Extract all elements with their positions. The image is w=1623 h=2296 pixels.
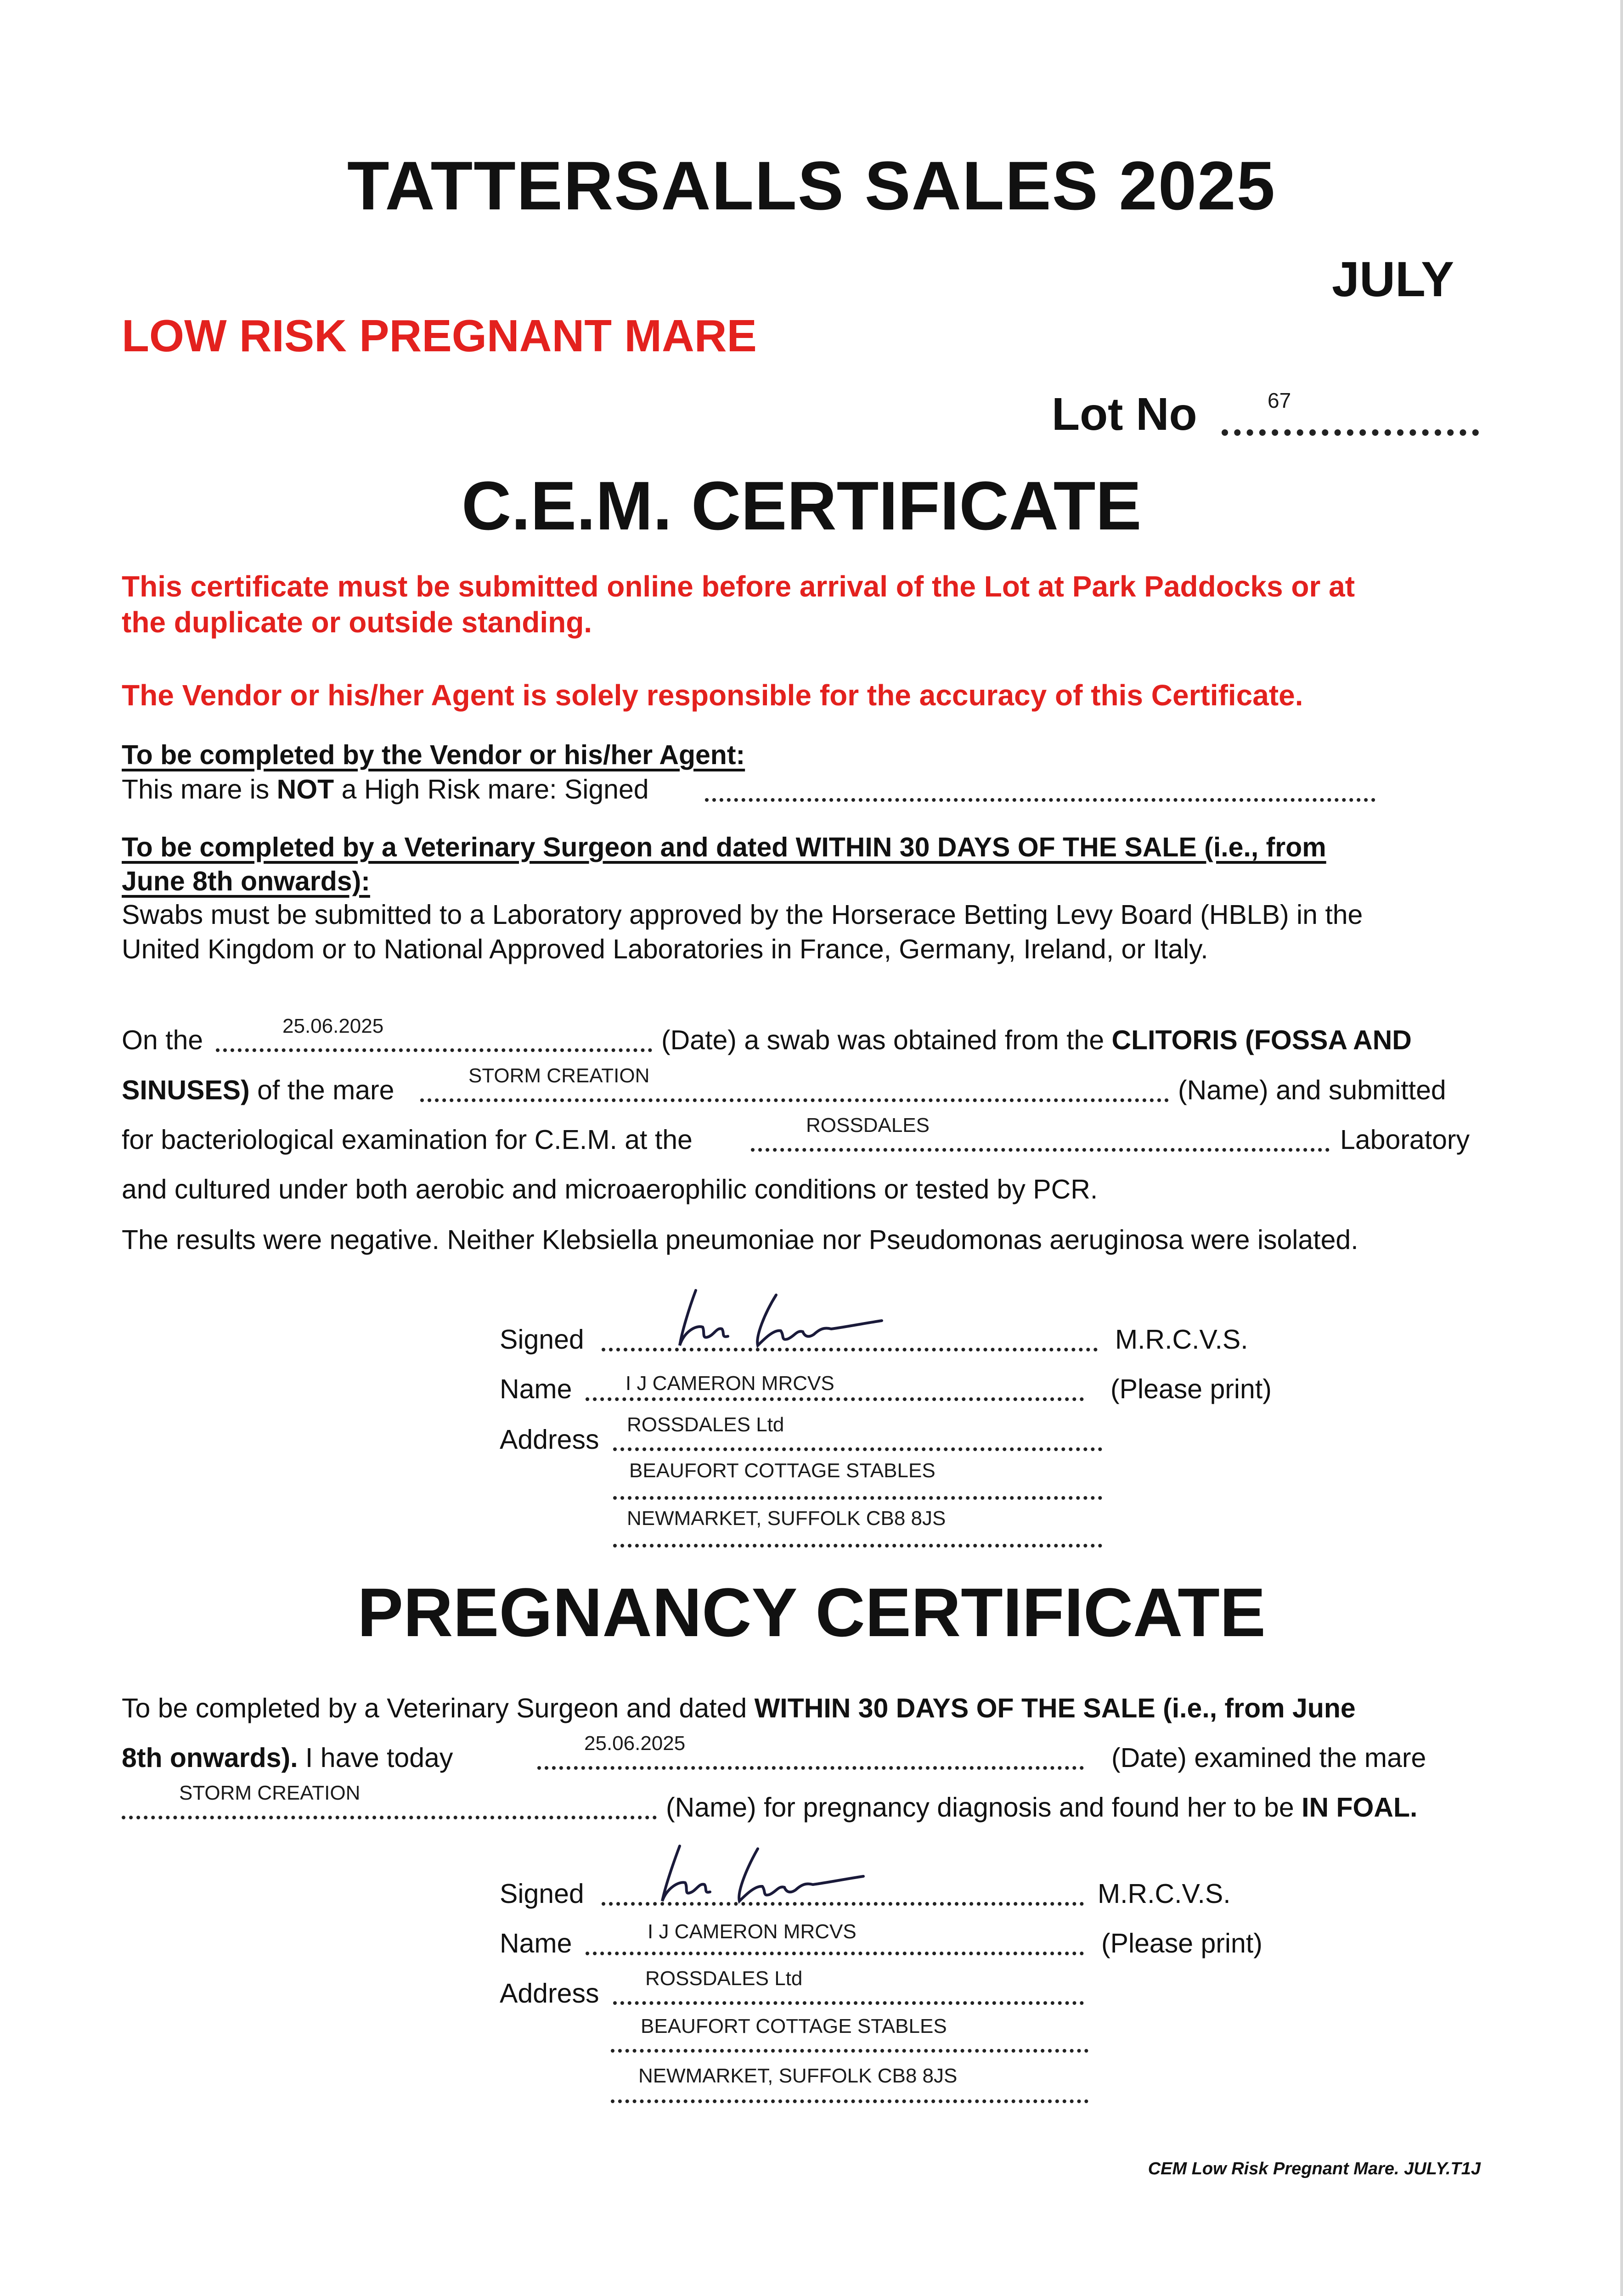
cem-vet-signature	[671, 1281, 891, 1359]
swabs-line2: United Kingdom or to National Approved Laboratories in France, Germany, Ireland, or Italy.	[122, 934, 1208, 964]
culture-text: and cultured under both aerobic and microaerophilic conditions or tested by PCR.	[122, 1174, 1098, 1204]
cem-address-line1-dots	[613, 1447, 1102, 1451]
lot-label: Lot No	[1052, 388, 1197, 440]
pregnancy-title: PREGNANCY CERTIFICATE	[357, 1574, 1266, 1651]
laboratory-line	[751, 1148, 1330, 1152]
cem-please-print: (Please print)	[1110, 1374, 1272, 1404]
certificate-category: LOW RISK PREGNANT MARE	[122, 310, 757, 361]
laboratory-name: ROSSDALES	[806, 1114, 930, 1137]
swab-date: 25.06.2025	[282, 1015, 384, 1037]
preg-address-line2-dots	[611, 2049, 1088, 2053]
swabs-line1: Swabs must be submitted to a Laboratory approved by the Horserace Betting Levy Board (HBLB) in the	[122, 900, 1363, 930]
cem-address-line3-dots	[613, 1544, 1102, 1548]
pregnancy-date: 25.06.2025	[584, 1732, 686, 1755]
scan-edge	[1620, 0, 1623, 2296]
preg-vet-signature	[652, 1837, 873, 1915]
pregnancy-date-line	[537, 1766, 1084, 1770]
name-submitted-text: (Name) and submitted	[1178, 1075, 1446, 1105]
cem-address-label: Address	[500, 1424, 599, 1455]
laboratory-suffix: Laboratory	[1340, 1125, 1470, 1155]
preg-address-line3-dots	[611, 2099, 1088, 2103]
preg-name-line	[586, 1952, 1084, 1955]
swab-date-line	[216, 1048, 652, 1052]
preg-address-line1: ROSSDALES Ltd	[645, 1967, 803, 1990]
mare-label: SINUSES) of the mare	[122, 1075, 394, 1105]
submission-notice-line1: This certificate must be submitted online before arrival of the Lot at Park Paddocks or at	[122, 570, 1355, 603]
swab-site-text: (Date) a swab was obtained from the CLITORIS (FOSSA AND	[661, 1025, 1412, 1055]
cem-address-line2: BEAUFORT COTTAGE STABLES	[629, 1459, 935, 1482]
mare-name: STORM CREATION	[468, 1064, 650, 1087]
preg-mrcvs: M.R.C.V.S.	[1098, 1879, 1231, 1909]
pregnancy-line2: 8th onwards). I have today	[122, 1743, 453, 1773]
preg-please-print: (Please print)	[1101, 1928, 1262, 1958]
vendor-signature-line	[705, 798, 1375, 802]
mare-name-line	[420, 1098, 1169, 1102]
lot-number: 67	[1268, 388, 1291, 412]
pregnancy-line2-suffix: (Date) examined the mare	[1111, 1743, 1426, 1773]
preg-address-line3: NEWMARKET, SUFFOLK CB8 8JS	[638, 2065, 958, 2087]
submission-notice-line2: the duplicate or outside standing.	[122, 606, 592, 639]
preg-address-line2: BEAUFORT COTTAGE STABLES	[641, 2015, 947, 2037]
vet-heading-line2: June 8th onwards):	[122, 866, 370, 896]
form-code: CEM Low Risk Pregnant Mare. JULY.T1J	[1148, 2159, 1481, 2178]
on-the-label: On the	[122, 1025, 203, 1055]
vendor-heading: To be completed by the Vendor or his/her Agent:	[122, 740, 745, 770]
vendor-statement: This mare is NOT a High Risk mare: Signed	[122, 774, 649, 805]
vet-heading-line1: To be completed by a Veterinary Surgeon and dated WITHIN 30 DAYS OF THE SALE (i.e., from	[122, 832, 1326, 862]
pregnancy-mare-name: STORM CREATION	[179, 1782, 361, 1804]
preg-signed-label: Signed	[500, 1879, 584, 1909]
preg-address-line1-dots	[613, 2001, 1084, 2005]
cem-address-line2-dots	[613, 1496, 1102, 1500]
sale-title: TATTERSALLS SALES 2025	[347, 147, 1276, 224]
cem-name-line	[586, 1397, 1084, 1401]
sale-month: JULY	[1332, 251, 1454, 307]
cem-name-label: Name	[500, 1374, 572, 1404]
cem-vet-name: I J CAMERON MRCVS	[626, 1372, 834, 1395]
results-text: The results were negative. Neither Klebsiella pneumoniae nor Pseudomonas aeruginosa were isolated.	[122, 1225, 1358, 1255]
bacteriological-text: for bacteriological examination for C.E.M. at the	[122, 1125, 693, 1155]
cem-signed-label: Signed	[500, 1324, 584, 1355]
preg-vet-name: I J CAMERON MRCVS	[648, 1920, 857, 1943]
pregnancy-mare-name-line	[122, 1816, 657, 1819]
cem-mrcvs: M.R.C.V.S.	[1115, 1324, 1248, 1355]
lot-number-line	[1222, 429, 1479, 436]
pregnancy-line1: To be completed by a Veterinary Surgeon and dated WITHIN 30 DAYS OF THE SALE (i.e., from June	[122, 1693, 1356, 1723]
preg-name-label: Name	[500, 1928, 572, 1958]
preg-address-label: Address	[500, 1978, 599, 2009]
responsibility-notice: The Vendor or his/her Agent is solely responsible for the accuracy of this Certificate.	[122, 679, 1303, 712]
pregnancy-line3: (Name) for pregnancy diagnosis and found her to be IN FOAL.	[666, 1792, 1418, 1823]
cem-address-line1: ROSSDALES Ltd	[627, 1413, 784, 1436]
cem-address-line3: NEWMARKET, SUFFOLK CB8 8JS	[627, 1507, 946, 1530]
cem-title: C.E.M. CERTIFICATE	[462, 467, 1142, 544]
